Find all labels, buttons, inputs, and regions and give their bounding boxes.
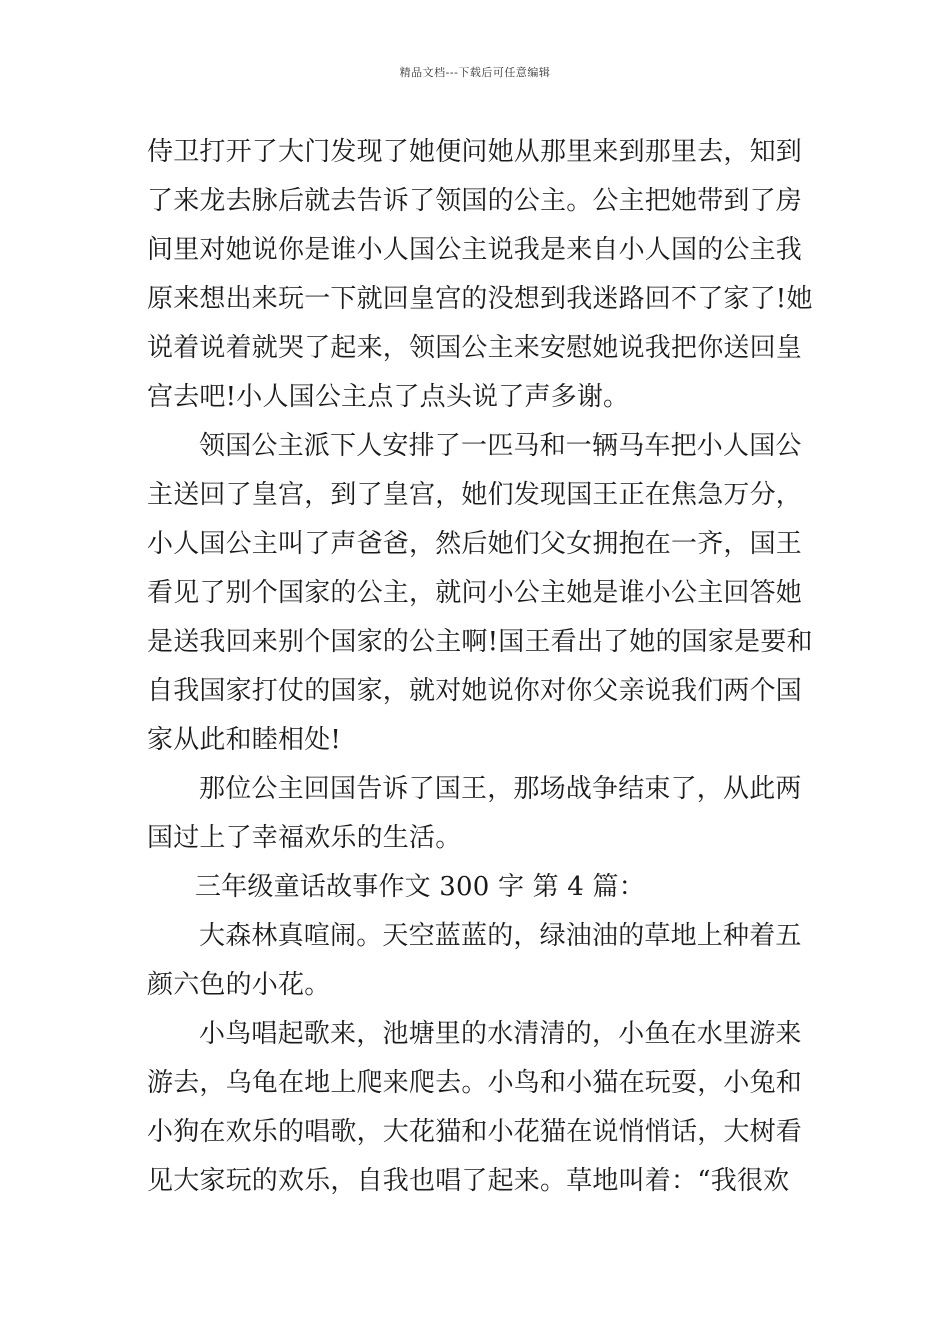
text-line: 自我国家打仗的国家，就对她说你对你父亲说我们两个国 <box>147 676 803 706</box>
paragraph-first-line: 领国公主派下人安排了一匹马和一辆马车把小人国公 <box>199 431 802 461</box>
page-header: 精品文档---下载后可任意编辑 <box>399 66 551 79</box>
text-line: 主送回了皇宫，到了皇宫，她们发现国王正在焦急万分， <box>147 480 803 510</box>
text-line: 颜六色的小花。 <box>147 970 331 1000</box>
text-line: 小狗在欢乐的唱歌，大花猫和小花猫在说悄悄话，大树看 <box>147 1117 803 1147</box>
paragraph-first-line: 大森林真喧闹。天空蓝蓝的，绿油油的草地上种着五 <box>199 921 802 951</box>
paragraph-first-line: 小鸟唱起歌来，池塘里的水清清的，小鱼在水里游来 <box>199 1019 802 1049</box>
text-line: 看见了别个国家的公主，就问小公主她是谁小公主回答她 <box>147 578 803 608</box>
text-line: 间里对她说你是谁小人国公主说我是来自小人国的公主我 <box>147 235 803 265</box>
text-line: 国过上了幸福欢乐的生活。 <box>147 823 462 853</box>
document-body <box>147 128 813 1206</box>
text-line: 家从此和睦相处! <box>147 725 342 755</box>
text-line: 见大家玩的欢乐，自我也唱了起来。草地叫着：“我很欢 <box>147 1166 790 1196</box>
text-line: 原来想出来玩一下就回皇宫的没想到我迷路回不了家了!她 <box>147 284 813 314</box>
section-heading: 三年级童话故事作文 300 字 第 4 篇： <box>195 872 645 902</box>
text-line: 游去，乌龟在地上爬来爬去。小鸟和小猫在玩耍，小兔和 <box>147 1068 803 1098</box>
text-line: 宫去吧!小人国公主点了点头说了声多谢。 <box>147 382 630 412</box>
text-line: 小人国公主叫了声爸爸，然后她们父女拥抱在一齐，国王 <box>147 529 803 559</box>
text-line: 说着说着就哭了起来，领国公主来安慰她说我把你送回皇 <box>147 333 803 363</box>
text-line: 了来龙去脉后就去告诉了领国的公主。公主把她带到了房 <box>147 186 803 216</box>
text-line: 侍卫打开了大门发现了她便问她从那里来到那里去，知到 <box>147 137 803 167</box>
text-line: 是送我回来别个国家的公主啊!国王看出了她的国家是要和 <box>147 627 813 657</box>
paragraph-first-line: 那位公主回国告诉了国王，那场战争结束了，从此两 <box>199 774 802 804</box>
